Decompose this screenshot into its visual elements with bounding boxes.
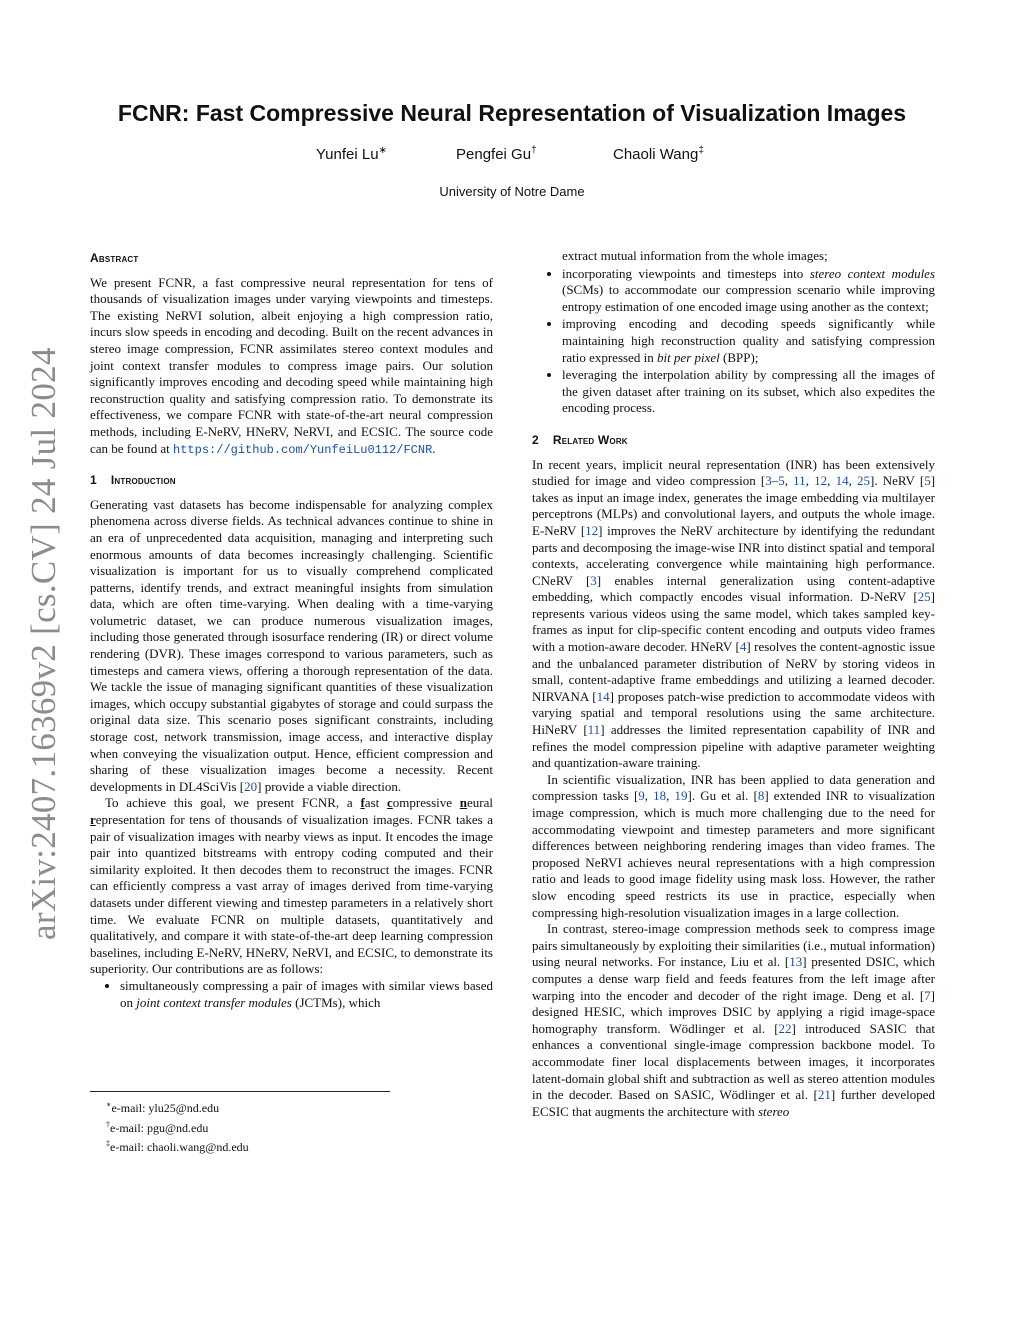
citation-link[interactable]: 4 — [739, 639, 747, 655]
list-item: • leveraging the interpolation ability by compressing all the images of the given dataset after training on its subset, which also expedites the encoding process. — [562, 367, 935, 417]
citation-link[interactable]: 11 — [793, 473, 806, 489]
citation-link[interactable]: 8 — [757, 788, 765, 804]
footnote: ∗e-mail: ylu25@nd.edu — [106, 1100, 220, 1115]
citation-link[interactable]: 14 — [835, 473, 849, 489]
intro-paragraph-2: To achieve this goal, we present FCNR, a fast compressive neural representation for tens of thousands of visualization images. FCNR takes a pair of visualization images with nearby views as input. It encodes the image pair into quantized bitstreams with entropy coding computed and their similarity exploited. It then decodes them to reconstruct the images. FCNR can efficiently compress a vast array of images derived from time-varying datasets under different viewing and timestep parameters in a relatively short time. We evaluate FCNR on multiple datasets, quantitatively and qualitatively, and compare it with state-of-the-art deep learning compression baselines, including E-NeRV, HNeRV, NeRVI, and ECSIC, to demonstrate its superiority. Our contributions are as follows: — [90, 795, 493, 977]
footnotes — [106, 1097, 249, 1156]
footnote-rule — [90, 1091, 390, 1092]
citation-link[interactable]: 14 — [596, 688, 610, 704]
citation-link[interactable]: 9 — [638, 788, 645, 804]
citation-link[interactable]: 5 — [924, 473, 931, 489]
author-3: Chaoli Wang‡ — [613, 145, 704, 163]
related-paragraph-3: In contrast, stereo-image compression methods seek to compress image pairs simultaneously by exploiting their similarities (i.e., mutual information) using neural networks. For instance, Liu et al. [13] presented DSIC, which computes a dense warp field and feeds features from the left image after warping into the encoder and decoder of the right image. Deng et al. [7] designed HESIC, which improves DSIC by applying a rigid image-space homography transform. Wödlinger et al. [22] introduced SASIC that enhances a conventional single-image compression backbone model. To accommodate finer local displacements between images, it incorporates latent-domain global shift and subtraction as well as stereo attention modules in the decoder. Based on SASIC, Wödlinger et al. [21] further developed ECSIC that augments the architecture with stereo — [532, 921, 936, 1119]
citation-link[interactable]: 18 — [653, 788, 667, 804]
intro-paragraph-1: Generating vast datasets has become indispensable for analyzing complex phenomena across diverse fields. As technical advances continue to shine in an era of unprecedented data acquisition, managing and interpreting such enormous amounts of data becomes increasingly challenging. Scientific visualization is important for us to visually comprehend complicated patterns, identify trends, and extract meaningful insights from simulation data, which are often time-varying. When dealing with a time-varying volumetric dataset, we can produce numerous visualization images, including those generated through isosurface rendering (IR) or direct volume rendering (DVR). These images correspond to various parameters, such as timesteps and camera views, offering a thorough representation of the data. We tackle the issue of managing significant quantities of these visualization images, which occupy substantial gigabytes of storage and could surpass the original data size. This scenario poses significant constraints, including storage cost, network transmission, image access, and interactive display when conveying the visualization output. Hence, efficient compression and sharing of these visualization images become a necessity. Recent developments in DL4SciVis [20] provide a viable direction. — [90, 496, 493, 794]
contribution-list — [532, 266, 935, 417]
arxiv-stamp: arXiv:2407.16369v2 [cs.CV] 24 Jul 2024 — [24, 347, 63, 940]
emphasis-text: stereo — [758, 1103, 790, 1119]
citation-link[interactable]: 3 — [590, 572, 597, 588]
citation-link[interactable]: 12 — [585, 522, 599, 538]
author-list — [0, 145, 1024, 167]
citation-link[interactable]: 20 — [244, 778, 258, 794]
list-item: • improving encoding and decoding speeds significantly while maintaining high reconstruction quality and satisfying compression ratio expressed in bit per pixel (BPP); — [562, 316, 935, 366]
source-code-link[interactable]: https://github.com/YunfeiLu0112/FCNR — [173, 442, 433, 457]
contribution-list — [90, 978, 493, 1011]
list-item: • incorporating viewpoints and timesteps into stereo context modules (SCMs) to accommodate our compression scenario while improving entropy estimation of one encoded image using another as the context; — [562, 266, 935, 316]
author-1: Yunfei Lu∗ — [316, 145, 387, 163]
citation-link[interactable]: 12 — [814, 473, 828, 489]
paper-title: FCNR: Fast Compressive Neural Representation of Visualization Images — [117, 100, 907, 126]
footnote: †e-mail: pgu@nd.edu — [106, 1119, 209, 1135]
abstract-heading: Abstract — [90, 251, 139, 265]
contribution-list-continued — [532, 248, 935, 265]
author-2: Pengfei Gu† — [456, 145, 537, 163]
related-paragraph-2: In scientific visualization, INR has been applied to data generation and compression tasks [9, 18, 19]. Gu et al. [8] extended INR to visualization image compression, which is much more challenging due to the need for accommodating viewpoint and timestep parameters and more significant differences between neighboring rendering images than video frames. The proposed NeRVI achieves neural representations with a high compression ratio and leads to good image fidelity using mask loss. However, the rather slow encoding speed restricts its use in practice, especially when compressing high-resolution visualization images in a large collection. — [532, 771, 936, 920]
right-column — [532, 248, 935, 1120]
citation-link[interactable]: 7 — [924, 987, 931, 1003]
citation-link[interactable]: 5 — [778, 473, 785, 489]
section-1-heading: 1 Introduction — [90, 473, 176, 488]
footnote: ‡e-mail: chaoli.wang@nd.edu — [106, 1139, 249, 1154]
list-item: extract mutual information from the whole images; — [562, 248, 828, 263]
citation-link[interactable]: 22 — [778, 1020, 792, 1036]
citation-link[interactable]: 13 — [789, 954, 803, 970]
affiliation: University of Notre Dame — [439, 184, 585, 199]
citation-link[interactable]: 25 — [917, 589, 931, 605]
citation-link[interactable]: 11 — [587, 722, 601, 738]
left-column — [90, 250, 493, 1012]
citation-link[interactable]: 25 — [857, 473, 870, 489]
citation-link[interactable]: 19 — [674, 788, 688, 804]
related-paragraph-1: In recent years, implicit neural representation (INR) has been extensively studied for image and video compression [3–5, 11, 12, 14, 25]. NeRV [5] takes as input an image index, generates the image embedding via multilayer perceptrons (MLPs) and convolutional layers, and outputs the whole image. E-NeRV [12] improves the NeRV architecture by identifying the redundant parts and decomposing the image-wise INR into distinct spatial and temporal contexts, accelerating convergence while maintaining high performance. CNeRV [3] enables internal generalization using content-adaptive embedding, which compactly encodes visual information. D-NeRV [25] represents various videos using the same model, which takes sampled key-frames as input for clip-specific content encoding and outputs video frames with a motion-aware decoder. HNeRV [4] resolves the content-agnostic issue and the unbalanced parameter distribution of NeRV by storing videos in small, content-adaptive frame embeddings and utilizing a learned decoder. NIRVANA [14] proposes patch-wise prediction to accommodate videos with varying spatial and temporal resolutions using the same architecture. HiNeRV [11] addresses the limited representation capability of INR and refines the model compression pipeline with adaptive parameter weighting and quantization-aware training. — [532, 456, 936, 771]
citation-link[interactable]: 21 — [817, 1087, 831, 1103]
abstract-text: We present FCNR, a fast compressive neural representation for tens of thousands of visualization images under varying viewpoints and timesteps. The existing NeRVI solution, albeit enjoying a high compression ratio, incurs slow speeds in encoding and decoding. Built on the recent advances in stereo image compression, FCNR assimilates stereo context modules and joint context transfer modules to compress image pairs. Our solution significantly improves encoding and decoding speed while maintaining high reconstruction quality and satisfying compression ratio. To demonstrate its effectiveness, we compare FCNR with state-of-the-art neural compression methods, including E-NeRV, HNeRV, NeRVI, and ECSIC. The source code can be found at https://github.com/YunfeiLu0112/FCNR. — [90, 274, 493, 457]
list-item: • simultaneously compressing a pair of images with similar views based on joint context transfer modules (JCTMs), which — [120, 978, 493, 1011]
citation-link[interactable]: 3 — [765, 473, 772, 489]
section-2-heading: 2 Related Work — [532, 432, 628, 447]
